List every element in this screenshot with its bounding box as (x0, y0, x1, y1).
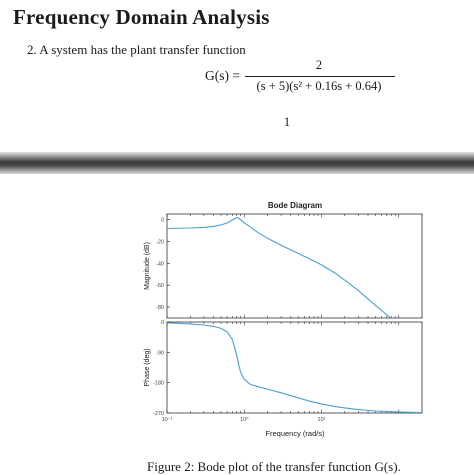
x-axis-label: Frequency (rad/s) (265, 429, 325, 438)
x-tick-label: 10¹ (317, 417, 326, 423)
phase-ytick-label: -270 (152, 411, 164, 417)
phase-panel (144, 320, 422, 417)
chart-title: Bode Diagram (267, 201, 323, 210)
magnitude-ytick-label: -60 (156, 283, 164, 290)
equation-lhs: G(s) = (205, 68, 240, 83)
phase-ytick-label: -180 (152, 380, 164, 387)
phase-ytick-label: 0 (160, 320, 164, 326)
magnitude-ylabel: Magnitude (dB) (144, 242, 151, 290)
magnitude-ytick-label: 0 (160, 217, 164, 224)
phase-ylabel: Phase (deg) (144, 348, 151, 387)
phase-curve (167, 323, 422, 413)
magnitude-axes-box (167, 214, 422, 318)
x-tick-label: 10⁰ (240, 417, 249, 423)
magnitude-panel (144, 214, 422, 336)
figure-caption: Figure 2: Bode plot of the transfer function G(s). (147, 459, 401, 474)
magnitude-ytick-label: -40 (156, 261, 164, 268)
magnitude-ytick-label: -20 (156, 239, 164, 246)
phase-axes-box (167, 322, 422, 413)
equation-denominator: (s + 5)(s² + 0.16s + 0.64) (256, 79, 382, 93)
phase-ytick-label: -90 (156, 350, 164, 357)
section-title: Frequency Domain Analysis (13, 5, 270, 29)
equation-numerator: 2 (315, 58, 323, 72)
magnitude-ytick-label: -80 (156, 305, 164, 312)
problem-statement: 2. A system has the plant transfer function (27, 42, 246, 57)
page-number: 1 (283, 115, 291, 129)
x-tick-label: 10⁻¹ (161, 417, 173, 423)
